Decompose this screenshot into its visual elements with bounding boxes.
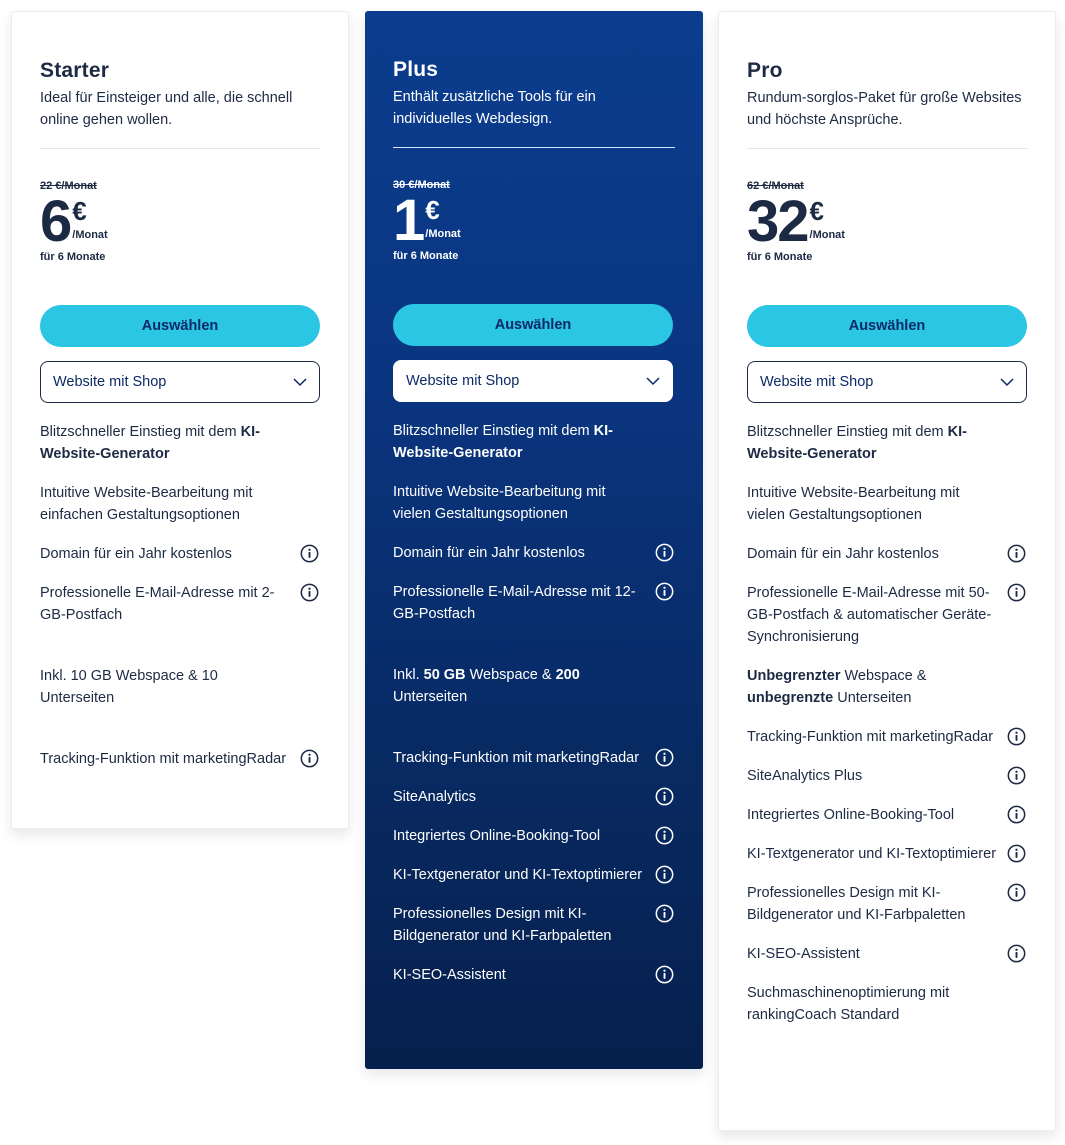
feature-text-part: Domain für ein Jahr kostenlos [747,546,939,562]
feature-text [747,726,999,748]
feature-text-part: Professionelles Design mit KI-Bildgenerator und KI-Farbpaletten [747,885,966,923]
feature-text [393,581,645,625]
feature-text-part: Tracking-Funktion mit marketingRadar [40,751,287,767]
info-icon[interactable] [655,865,674,884]
feature-text-part: Blitzschneller Einstieg mit dem [40,424,241,440]
feature-text-part: Domain für ein Jahr kostenlos [393,545,585,561]
feature-highlight: KI-Website-Generator [747,424,968,462]
feature-text-part: Integriertes Online-Booking-Tool [747,807,955,823]
info-icon[interactable] [300,749,319,768]
feature-item [393,825,675,847]
info-icon[interactable] [1007,766,1026,785]
info-icon[interactable] [300,583,319,602]
feature-text [40,482,292,526]
feature-highlight: KI-Website-Generator [393,423,614,461]
feature-item [393,664,675,708]
feature-text-part: Inkl. [393,667,424,683]
info-icon[interactable] [300,544,319,563]
feature-item [393,481,675,525]
info-icon[interactable] [1007,583,1026,602]
feature-text [393,664,645,708]
select-plan-button[interactable]: Auswählen [40,305,320,347]
old-price: 62 €/Monat [747,180,804,192]
feature-item [393,581,675,625]
select-plan-button[interactable]: Auswählen [747,305,1027,347]
price-currency: € [809,196,824,226]
feature-text [393,864,645,886]
package-type-dropdown[interactable] [393,360,673,402]
dropdown-value: Website mit Shop [760,374,874,390]
feature-item [393,903,675,947]
feature-item [747,943,1027,965]
price-period: /Monat [809,229,845,241]
plan-title: Plus [393,58,439,81]
info-icon[interactable] [655,826,674,845]
feature-text-part: Suchmaschinenoptimierung mit rankingCoach Standard [747,985,950,1023]
info-icon[interactable] [655,748,674,767]
feature-text [747,543,999,565]
info-icon[interactable] [1007,727,1026,746]
info-icon[interactable] [655,543,674,562]
feature-item [40,543,320,565]
feature-item [393,964,675,986]
old-price: 22 €/Monat [40,180,97,192]
feature-item [747,482,1027,526]
feature-list [40,421,320,770]
feature-text-part: KI-Textgenerator und KI-Textoptimierer [747,846,997,862]
package-type-dropdown[interactable] [747,361,1027,403]
info-icon[interactable] [1007,805,1026,824]
feature-text-part: Tracking-Funktion mit marketingRadar [747,729,994,745]
feature-item [747,765,1027,787]
feature-text-part: Unterseiten [393,689,468,705]
price-amount: 6 [40,189,71,254]
price [747,189,1027,254]
feature-list [393,420,675,986]
info-icon[interactable] [1007,883,1026,902]
chevron-down-icon [293,377,307,387]
feature-item [40,421,320,465]
feature-item [747,421,1027,465]
feature-text [393,903,645,947]
price-amount: 32 [747,189,808,254]
plan-card-starter [11,11,349,829]
feature-item [747,982,1027,1026]
info-icon[interactable] [1007,844,1026,863]
feature-text [393,420,645,464]
feature-item [40,482,320,526]
feature-item [40,582,320,626]
feature-highlight: Unbegrenzter [747,668,841,684]
divider [393,147,675,148]
feature-text-part: SiteAnalytics Plus [747,768,863,784]
plan-title: Starter [40,59,110,82]
select-plan-button[interactable]: Auswählen [393,304,673,346]
feature-item [747,804,1027,826]
feature-text [40,665,292,709]
feature-item [393,747,675,769]
feature-item [393,786,675,808]
feature-item [393,420,675,464]
feature-text-part: SiteAnalytics [393,789,477,805]
info-icon[interactable] [655,904,674,923]
feature-text [40,543,292,565]
feature-text-part: Webspace & [465,667,556,683]
old-price: 30 €/Monat [393,179,450,191]
feature-text-part: Intuitive Website-Bearbeitung mit vielen Gestaltungsoptionen [393,484,606,522]
feature-text-part: Unterseiten [833,690,912,706]
feature-text-part: KI-SEO-Assistent [393,967,506,983]
feature-text [40,421,292,465]
feature-highlight: 200 [555,667,580,683]
feature-text-part: Inkl. 10 GB Webspace & 10 Unterseiten [40,668,218,706]
price-duration: für 6 Monate [393,250,459,262]
feature-item [747,543,1027,565]
feature-text-part: Tracking-Funktion mit marketingRadar [393,750,640,766]
feature-text-part: Integriertes Online-Booking-Tool [393,828,601,844]
feature-text [393,481,645,525]
plan-subtitle: Enthält zusätzliche Tools für ein individuelles Webdesign. [393,89,596,127]
divider [40,148,320,149]
price [393,188,675,253]
price-period: /Monat [72,229,108,241]
feature-text [747,843,999,865]
feature-text [40,748,292,770]
feature-item [747,882,1027,926]
feature-highlight: 50 GB [423,667,466,683]
feature-item [747,726,1027,748]
feature-text [393,825,645,847]
feature-highlight: unbegrenzte [747,690,834,706]
feature-text [747,421,999,465]
feature-highlight: KI-Website-Generator [40,424,261,462]
info-icon[interactable] [1007,944,1026,963]
feature-text-part: Blitzschneller Einstieg mit dem [747,424,948,440]
feature-text-part: KI-Textgenerator und KI-Textoptimierer [393,867,643,883]
feature-item [393,542,675,564]
feature-text-part: Professionelles Design mit KI-Bildgenerator und KI-Farbpaletten [393,906,612,944]
plan-subtitle: Ideal für Einsteiger und alle, die schnell online gehen wollen. [40,90,293,128]
feature-text [747,982,999,1026]
feature-text [393,747,645,769]
package-type-dropdown[interactable] [40,361,320,403]
feature-text [393,542,645,564]
price-duration: für 6 Monate [747,251,813,263]
chevron-down-icon [1000,377,1014,387]
feature-text [40,582,292,626]
feature-item [747,665,1027,709]
plan-title: Pro [747,59,783,82]
feature-text-part: Blitzschneller Einstieg mit dem [393,423,594,439]
plan-card-plus [365,11,703,1069]
feature-text [393,964,645,986]
feature-item [747,843,1027,865]
feature-text-part: Professionelle E-Mail-Adresse mit 2-GB-Postfach [40,585,275,623]
price-currency: € [425,195,440,225]
info-icon[interactable] [655,582,674,601]
info-icon[interactable] [655,787,674,806]
dropdown-value: Website mit Shop [406,373,520,389]
feature-text [747,943,999,965]
feature-text-part: Domain für ein Jahr kostenlos [40,546,232,562]
price-duration: für 6 Monate [40,251,106,263]
feature-text-part: Professionelle E-Mail-Adresse mit 50-GB-Postfach & automatischer Geräte-Synchronisierung [747,585,992,645]
divider [747,148,1027,149]
feature-item [393,864,675,886]
info-icon[interactable] [1007,544,1026,563]
feature-item [40,748,320,770]
feature-text-part: Intuitive Website-Bearbeitung mit einfachen Gestaltungsoptionen [40,485,253,523]
feature-text [747,665,999,709]
feature-item [40,665,320,709]
chevron-down-icon [646,376,660,386]
feature-text [747,582,999,648]
feature-text [393,786,645,808]
feature-item [747,582,1027,648]
feature-text-part: Professionelle E-Mail-Adresse mit 12-GB-Postfach [393,584,636,622]
price-currency: € [72,196,87,226]
feature-text-part: Intuitive Website-Bearbeitung mit vielen Gestaltungsoptionen [747,485,960,523]
feature-text-part: KI-SEO-Assistent [747,946,860,962]
feature-list [747,421,1027,1026]
plan-subtitle: Rundum-sorglos-Paket für große Websites und höchste Ansprüche. [747,90,1022,128]
plan-card-pro [718,11,1056,1131]
feature-text-part: Webspace & [840,668,927,684]
price-period: /Monat [425,228,461,240]
price-amount: 1 [393,188,424,253]
info-icon[interactable] [655,965,674,984]
feature-text [747,765,999,787]
price [40,189,320,254]
feature-text [747,482,999,526]
feature-text [747,804,999,826]
feature-text [747,882,999,926]
dropdown-value: Website mit Shop [53,374,167,390]
